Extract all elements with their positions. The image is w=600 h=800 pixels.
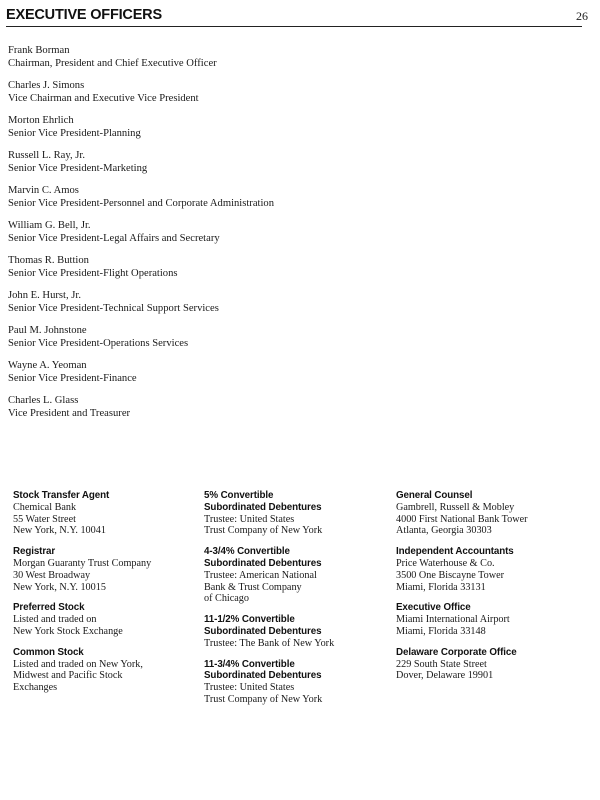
officer-name: Marvin C. Amos: [8, 185, 79, 196]
info-block: [204, 614, 394, 649]
info-block: [13, 490, 203, 537]
info-block: [204, 546, 394, 605]
officer-title: Senior Vice President-Flight Operations: [8, 267, 178, 279]
officer-title: Senior Vice President-Personnel and Corporate Administration: [8, 197, 275, 209]
info-block: [13, 602, 203, 637]
info-block-heading: Executive Office: [396, 602, 471, 614]
info-block-heading: Common Stock: [13, 646, 84, 658]
info-block-line: Morgan Guaranty Trust Company: [13, 557, 152, 569]
officer-entry: [8, 80, 428, 115]
info-block: [396, 546, 586, 593]
info-block-heading: Subordinated Debentures: [204, 557, 322, 569]
info-block-line: Trustee: United States: [204, 513, 295, 525]
officer-entry: [8, 395, 428, 430]
officers-list: [8, 45, 428, 430]
info-block-line: Price Waterhouse & Co.: [396, 557, 495, 569]
info-block: [396, 647, 586, 682]
info-block-heading: Preferred Stock: [13, 602, 85, 614]
info-block: [396, 602, 586, 637]
info-block-line: Gambrell, Russell & Mobley: [396, 501, 515, 513]
info-column-2: [204, 490, 394, 715]
officer-title: Senior Vice President-Operations Services: [8, 337, 189, 349]
officer-entry: [8, 185, 428, 220]
officer-name: William G. Bell, Jr.: [8, 220, 91, 231]
info-block: [396, 490, 586, 537]
info-block-heading: 5% Convertible: [204, 490, 274, 501]
info-block-line: 55 Water Street: [13, 513, 76, 525]
officer-entry: [8, 150, 428, 185]
info-block-heading: 11-1/2% Convertible: [204, 614, 295, 626]
officer-name: Russell L. Ray, Jr.: [8, 150, 86, 161]
info-block-line: Atlanta, Georgia 30303: [396, 525, 492, 537]
info-block-line: Exchanges: [13, 682, 58, 694]
info-block-heading: Independent Accountants: [396, 546, 514, 558]
officer-entry: [8, 220, 428, 255]
info-block-line: Trust Company of New York: [204, 525, 323, 537]
officer-name: John E. Hurst, Jr.: [8, 290, 81, 301]
officer-name: Paul M. Johnstone: [8, 325, 87, 336]
info-block-line: New York Stock Exchange: [13, 625, 123, 637]
info-block-heading: Subordinated Debentures: [204, 625, 322, 637]
info-block-line: Trustee: American National: [204, 569, 317, 581]
info-block-line: New York, N.Y. 10041: [13, 525, 106, 537]
officer-title: Chairman, President and Chief Executive Officer: [8, 57, 217, 69]
officer-title: Senior Vice President-Planning: [8, 127, 141, 139]
info-block-line: New York, N.Y. 10015: [13, 581, 106, 593]
info-block-line: Trustee: United States: [204, 682, 295, 694]
info-block: [204, 490, 394, 537]
info-block-heading: 4-3/4% Convertible: [204, 546, 290, 558]
info-block-heading: Subordinated Debentures: [204, 670, 322, 682]
info-block-line: Miami, Florida 33131: [396, 581, 486, 593]
info-block-heading: 11-3/4% Convertible: [204, 658, 295, 670]
info-block: [204, 659, 394, 706]
page-title: EXECUTIVE OFFICERS: [6, 7, 162, 23]
officer-entry: [8, 325, 428, 360]
officer-title: Senior Vice President-Finance: [8, 372, 137, 384]
page-header: [6, 7, 594, 29]
info-block-line: Dover, Delaware 19901: [396, 670, 494, 682]
info-block-line: Miami, Florida 33148: [396, 625, 486, 637]
info-block-line: Listed and traded on: [13, 614, 97, 626]
officer-entry: [8, 290, 428, 325]
officer-name: Morton Ehrlich: [8, 115, 74, 126]
info-column-1: [13, 490, 203, 703]
info-block-line: 30 West Broadway: [13, 569, 91, 581]
officer-title: Senior Vice President-Technical Support Services: [8, 302, 219, 314]
info-block-heading: Subordinated Debentures: [204, 501, 322, 513]
info-block-line: Trustee: The Bank of New York: [204, 637, 335, 649]
page-number: 26: [576, 9, 588, 23]
info-block-line: 229 South State Street: [396, 658, 487, 670]
info-block-heading: Registrar: [13, 546, 56, 558]
officer-title: Senior Vice President-Legal Affairs and Secretary: [8, 232, 220, 244]
officer-entry: [8, 45, 428, 80]
info-block-line: Miami International Airport: [396, 614, 510, 626]
info-block-line: Trust Company of New York: [204, 693, 323, 705]
officer-entry: [8, 115, 428, 150]
info-block-heading: Delaware Corporate Office: [396, 646, 517, 658]
header-rule: [6, 26, 582, 27]
info-block-line: of Chicago: [204, 593, 249, 605]
info-block-line: Midwest and Pacific Stock: [13, 670, 123, 682]
info-block-line: Listed and traded on New York,: [13, 658, 143, 670]
info-block: [13, 647, 203, 694]
officer-entry: [8, 255, 428, 290]
info-block-line: Chemical Bank: [13, 501, 77, 513]
info-block: [13, 546, 203, 593]
officer-name: Frank Borman: [8, 45, 70, 56]
info-block-line: 4000 First National Bank Tower: [396, 513, 528, 525]
info-block-heading: General Counsel: [396, 490, 473, 501]
officer-name: Charles J. Simons: [8, 80, 85, 91]
officer-title: Vice Chairman and Executive Vice President: [8, 92, 199, 104]
info-block-line: 3500 One Biscayne Tower: [396, 569, 505, 581]
officer-name: Thomas R. Buttion: [8, 255, 89, 266]
officer-name: Wayne A. Yeoman: [8, 360, 87, 371]
info-block-line: Bank & Trust Company: [204, 581, 302, 593]
officer-name: Charles L. Glass: [8, 395, 79, 406]
officer-title: Senior Vice President-Marketing: [8, 162, 148, 174]
officer-title: Vice President and Treasurer: [8, 407, 131, 419]
officer-entry: [8, 360, 428, 395]
info-block-heading: Stock Transfer Agent: [13, 490, 110, 501]
info-column-3: [396, 490, 586, 691]
